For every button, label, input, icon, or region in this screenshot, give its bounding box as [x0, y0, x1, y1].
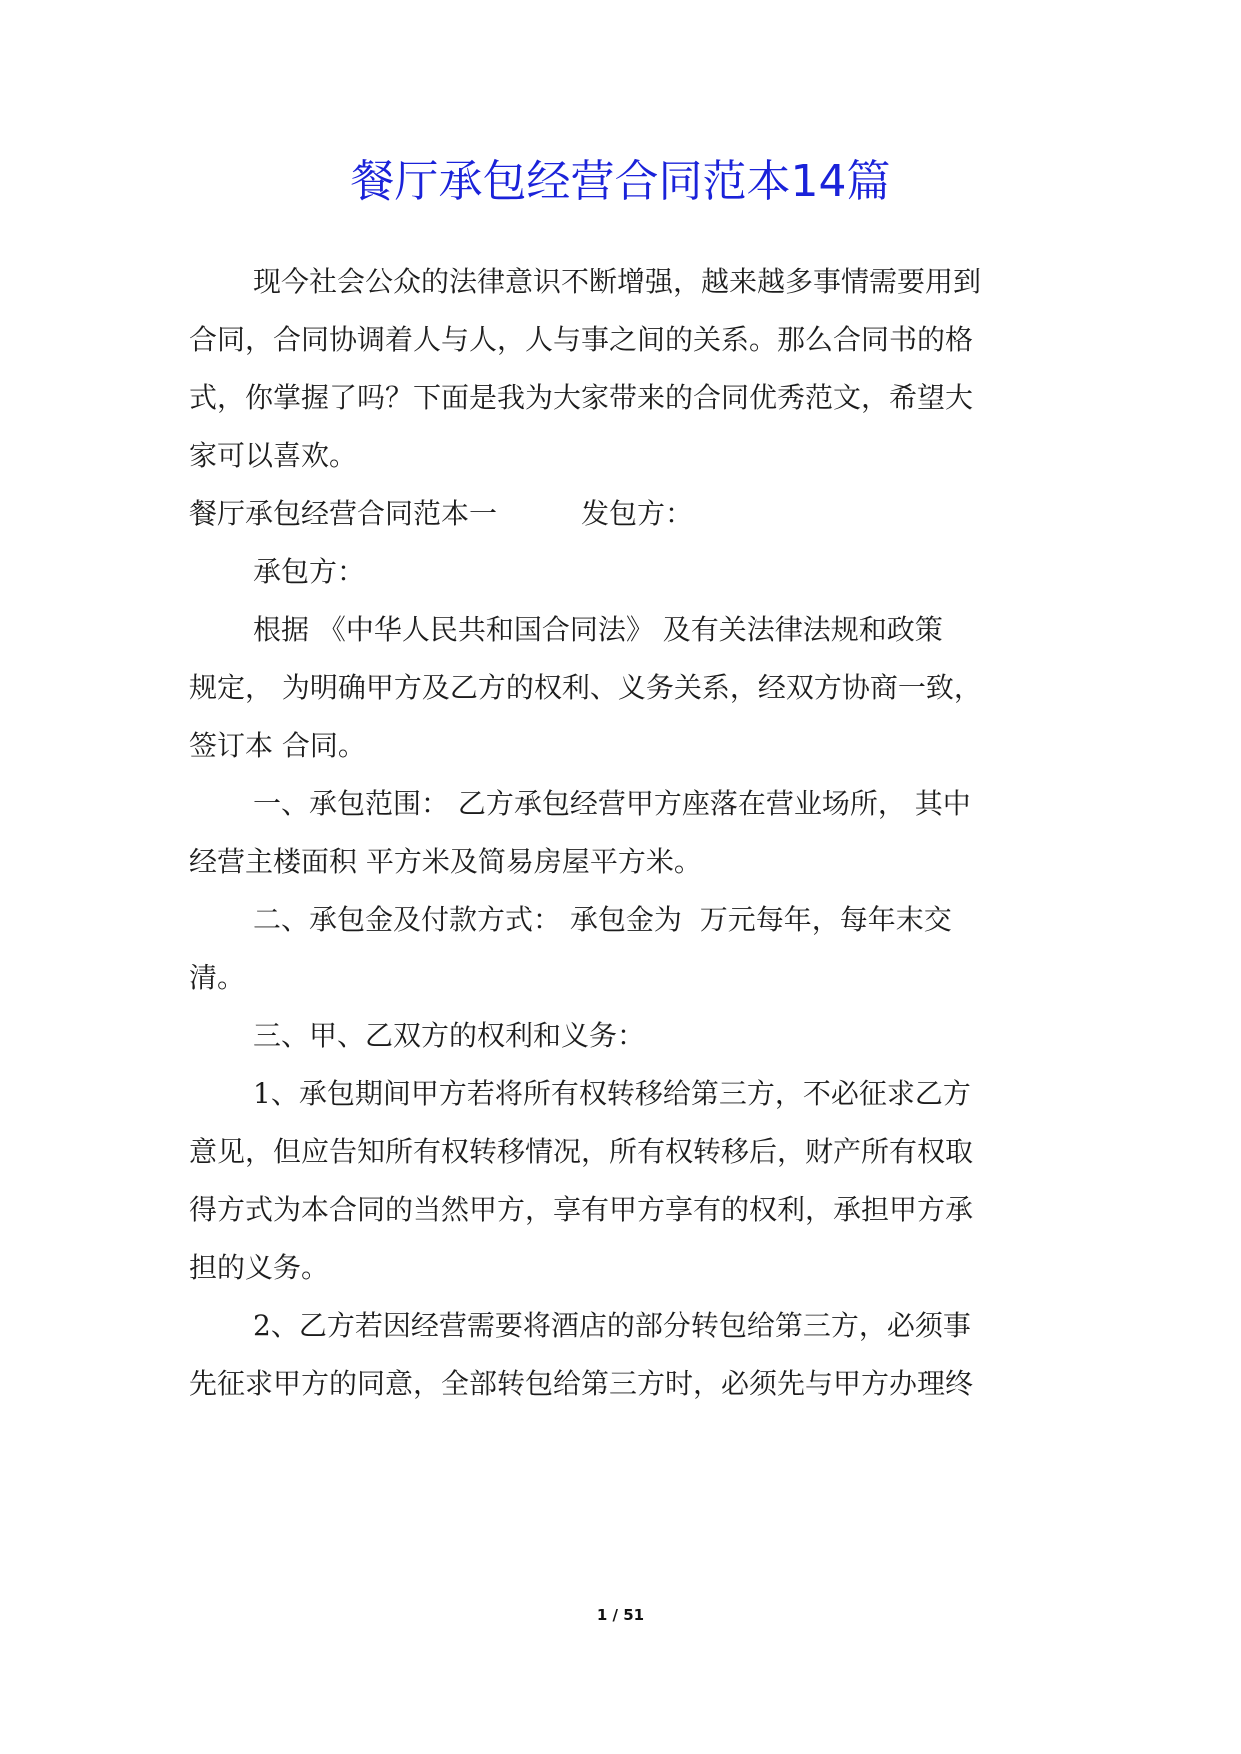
section-heading: 餐厅承包经营合同范本一 发包方：	[189, 497, 694, 530]
paragraph-line: 现今社会公众的法律意识不断增强，越来越多事情需要用到	[253, 265, 982, 298]
paragraph-line: 规定， 为明确甲方及乙方的权利、义务关系，经双方协商一致，	[189, 671, 982, 704]
paragraph-line: 二、承包金及付款方式： 承包金为 万元每年，每年末交	[253, 903, 952, 936]
paragraph-line: 经营主楼面积 平方米及简易房屋平方米。	[189, 845, 702, 878]
paragraph-line: 式，你掌握了吗？下面是我为大家带来的合同优秀范文，希望大	[189, 381, 974, 414]
paragraph-line: 1、承包期间甲方若将所有权转移给第三方，不必征求乙方	[253, 1077, 971, 1110]
paragraph-line: 2、乙方若因经营需要将酒店的部分转包给第三方，必须事	[253, 1309, 971, 1342]
paragraph-line: 承包方：	[253, 555, 366, 588]
page-number: 1 / 51	[596, 1606, 645, 1624]
paragraph-line: 签订本 合同。	[189, 729, 366, 762]
paragraph-line: 一、承包范围： 乙方承包经营甲方座落在营业场所， 其中	[253, 787, 971, 820]
document-title: 餐厅承包经营合同范本14篇	[350, 156, 891, 207]
paragraph-line: 合同，合同协调着人与人，人与事之间的关系。那么合同书的格	[189, 323, 974, 356]
paragraph-line: 根据 《中华人民共和国合同法》 及有关法律法规和政策	[253, 613, 943, 646]
paragraph-line: 三、甲、乙双方的权利和义务：	[253, 1019, 646, 1052]
paragraph-line: 清。	[189, 961, 246, 994]
paragraph-line: 家可以喜欢。	[189, 439, 358, 472]
paragraph-line: 意见，但应告知所有权转移情况，所有权转移后，财产所有权取	[189, 1135, 974, 1168]
paragraph-line: 得方式为本合同的当然甲方，享有甲方享有的权利，承担甲方承	[189, 1193, 974, 1226]
paragraph-line: 先征求甲方的同意，全部转包给第三方时，必须先与甲方办理终	[189, 1367, 974, 1400]
paragraph-line: 担的义务。	[189, 1251, 330, 1284]
